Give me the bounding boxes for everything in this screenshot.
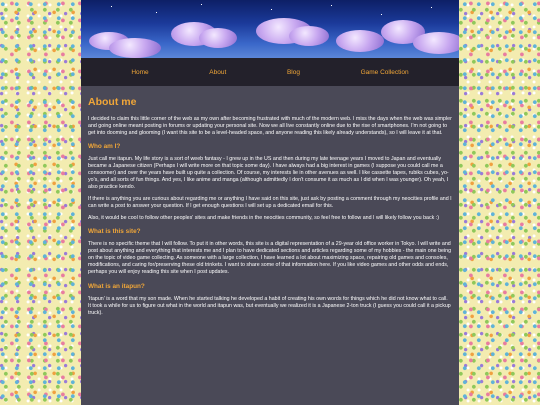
page-title: About me <box>88 96 137 108</box>
nav-blog-link[interactable]: Blog <box>286 68 300 76</box>
main-nav <box>81 58 459 86</box>
nav-game-collection-link[interactable]: Game Collection <box>360 68 409 76</box>
page-container <box>81 0 459 405</box>
about-content <box>81 86 459 405</box>
who-paragraph-3: Also, it would be cool to follow other peoples' sites and make friends in the neocities community, so feel free to follow and I will likely follow you back :) <box>88 215 439 222</box>
itapun-paragraph-1: 'Itapun' is a word that my son made. When he started talking he developed a habit of creating his own words for things which he did not know what to call. It took a while for us to figure out what in the world and itapun was, but eventually we realized it is a Japanese 2-ton truck (I guess you could call it a pickup truck). <box>88 295 451 316</box>
intro-paragraph: I decided to claim this little corner of the web as my own after becoming frustrated with much of the modern web. I miss the days when the web was simpler and going online meant posting in forums or updating your personal site. Now we all live constantly online due to the rise of smartphones. I'm not going to get into dooming and glooming (I want this site to be a level-headed space, and anyone reading this likely already understands), so I will leave it at that. <box>88 116 452 137</box>
what-paragraph-1: There is no specific theme that I will follow. To put it in other words, this site is a digital representation of a 29-year old office worker in Tokyo. I will write and post about anything and everything that interests me and I plan to have dedicated sections and articles regarding some of my hobbies - the main one being on the topic of video game collecting. As someone with a large collection, I have learned a lot about maximizing space, repairing old games and consoles, modifications, and caring for/preserving these old trinkets. I want to share some of that information here. If you like video games and other odds and ends, perhaps you will enjoy reading this site when I post updates. <box>88 241 452 276</box>
itapun-heading: What is an itapun? <box>88 282 145 290</box>
what-heading: What is this site? <box>88 228 141 236</box>
who-paragraph-1: Just call me itapun. My life story is a sort of weeb fantasy - I grew up in the US and then during my late teenage years I moved to Japan and eventually became a Japanese citizen (Perhaps I will write more on that topic some day). I have always had a big interest in games (I suppose you could call me a consoomer) and over the years have built up quite a collection. Of course, my interests lie in other avenues as well. I like cassette tapes, rubiks cubes, yo-yo's, and all sorts of fun things. And yes, I like anime and manga (although admittedly I don't consume it as much as I did when I was younger). Oh yeah, I also practice kendo. <box>88 156 449 191</box>
nav-home-link[interactable]: Home <box>131 68 149 76</box>
who-paragraph-2: If there is anything you are curious about regarding me or anything I have said on this site, just ask by posting a comment through my neocities profile and I can write a post to answer your question. If I get enough questions I will set up a dedicated email for this. <box>88 196 452 210</box>
header-banner <box>81 0 459 58</box>
nav-about-link[interactable]: About <box>209 68 227 76</box>
who-heading: Who am I? <box>88 143 121 151</box>
